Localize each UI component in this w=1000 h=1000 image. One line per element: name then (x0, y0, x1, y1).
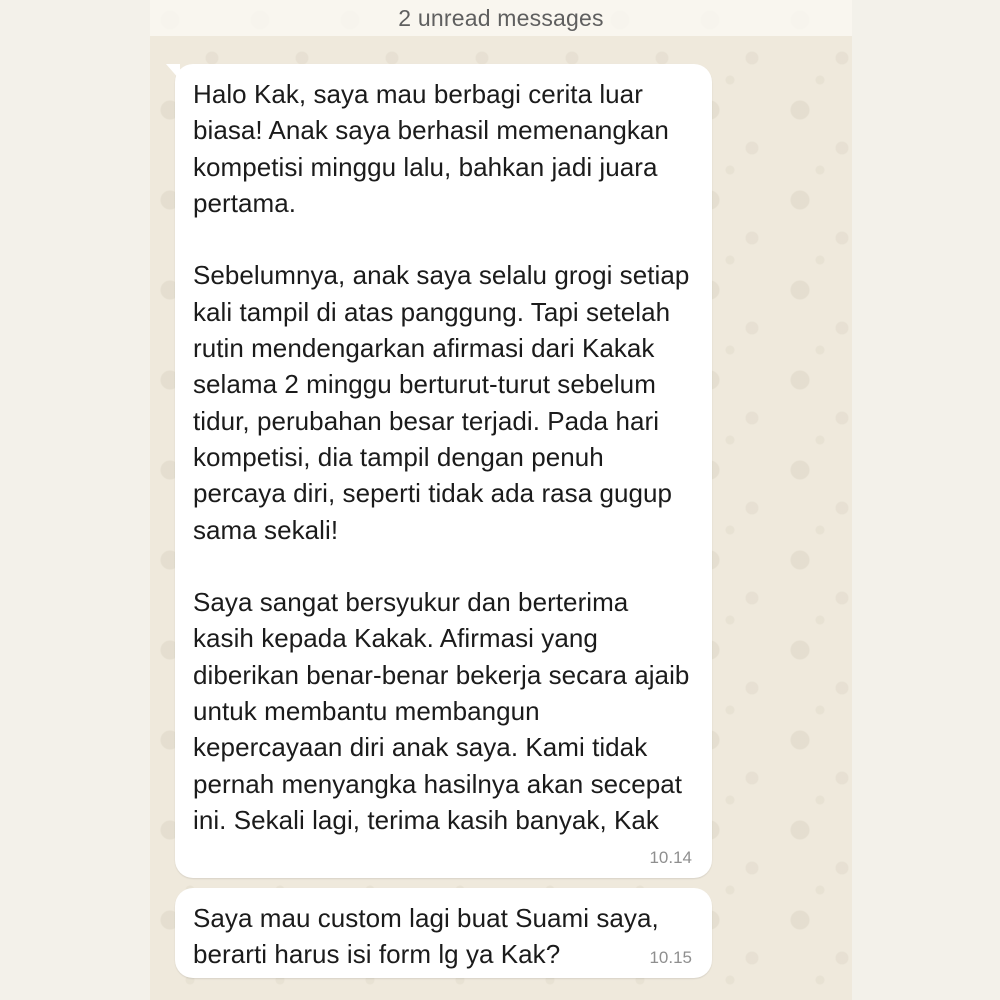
right-margin (852, 0, 1000, 1000)
unread-messages-banner (150, 0, 852, 36)
message-text: Halo Kak, saya mau berbagi cerita luar biasa! Anak saya berhasil memenangkan kompetisi minggu lalu, bahkan jadi juara pertama. Sebelumnya, anak saya selalu grogi setiap kali tampil di atas panggung. Tapi setelah rutin mendengarkan afirmasi dari Kakak selama 2 minggu berturut-turut sebelum tidur, perubahan besar terjadi. Pada hari kompetisi, dia tampil dengan penuh percaya diri, seperti tidak ada rasa gugup sama sekali! Saya sangat bersyukur dan berterima kasih kepada Kakak. Afirmasi yang diberikan benar-benar bekerja secara ajaib untuk membantu membangun kepercayaan diri anak saya. Kami tidak pernah menyangka hasilnya akan secepat ini. Sekali lagi, terima kasih banyak, Kak (193, 79, 690, 835)
message-text: Saya mau custom lagi buat Suami saya, berarti harus isi form lg ya Kak? (193, 903, 667, 970)
message-timestamp: 10.15 (649, 948, 692, 967)
message-timestamp: 10.14 (649, 848, 692, 867)
chat-conversation-area[interactable] (150, 0, 852, 1000)
incoming-message-bubble[interactable] (175, 64, 712, 878)
incoming-message-bubble[interactable] (175, 888, 712, 978)
unread-messages-label: 2 unread messages (398, 4, 604, 31)
left-margin (0, 0, 150, 1000)
